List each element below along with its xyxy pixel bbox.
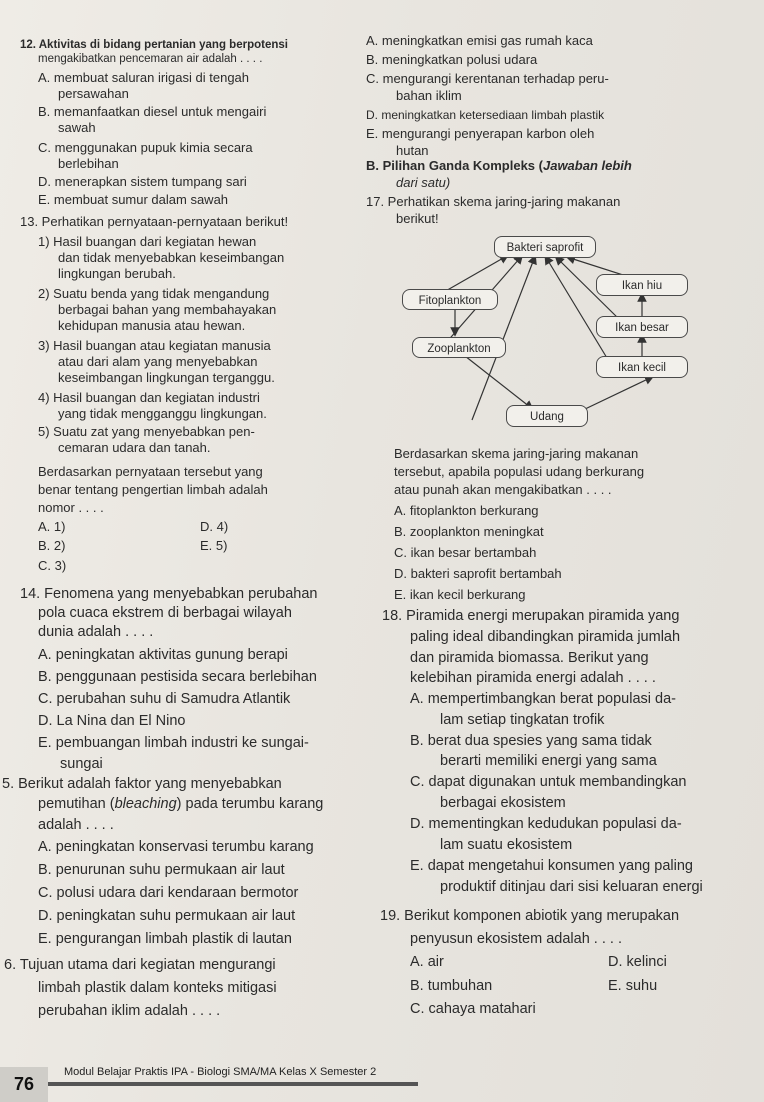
q17-option-e: E. ikan kecil berkurang [394,587,526,602]
q11-option-e-line1: E. mengurangi penyerapan karbon oleh [366,126,595,141]
q17-question-line2: tersebut, apabila populasi udang berkurang [394,464,645,479]
q13-statement-2-line2: berbagai bahan yang membahayakan [58,302,277,317]
section-b-title: B. Pilihan Ganda Kompleks (Jawaban lebih [366,158,632,173]
q19-option-b: B. tumbuhan [410,978,493,994]
q15-stem-line1: 5. Berikut adalah faktor yang menyebabkan [2,776,282,792]
q18-option-d-line2: lam suatu ekosistem [440,837,573,853]
q18-stem-line4: kelebihan piramida energi adalah . . . . [410,670,656,686]
q13-stem: 13. Perhatikan pernyataan-pernyataan berikut! [20,214,289,229]
footer-rule [48,1082,418,1086]
q11-option-e-line2: hutan [396,143,429,158]
q11-option-c-line1: C. mengurangi kerentanan terhadap peru- [366,71,609,86]
q18-option-a-line1: A. mempertimbangkan berat populasi da- [410,691,676,707]
q17-stem-line1: 17. Perhatikan skema jaring-jaring makanan [366,194,621,209]
q18-option-b-line1: B. berat dua spesies yang sama tidak [410,733,652,749]
q14-stem-line2: pola cuaca ekstrem di berbagai wilayah [38,605,292,621]
q18-option-e-line1: E. dapat mengetahui konsumen yang paling [410,858,693,874]
q14-option-d: D. La Nina dan El Nino [38,713,186,729]
q13-statement-4-line1: 4) Hasil buangan dan kegiatan industri [38,390,260,405]
q15-option-b: B. penurunan suhu permukaan air laut [38,862,285,878]
q18-stem-line3: dan piramida biomassa. Berikut yang [410,650,649,666]
q15-option-e: E. pengurangan limbah plastik di lautan [38,931,292,947]
q17-option-b: B. zooplankton meningkat [394,524,544,539]
q17-question-line1: Berdasarkan skema jaring-jaring makanan [394,446,639,461]
node-ikan-besar: Ikan besar [596,316,688,338]
footer-book-title: Modul Belajar Praktis IPA - Biologi SMA/MA Kelas X Semester 2 [64,1066,377,1078]
q13-statement-1-line1: 1) Hasil buangan dari kegiatan hewan [38,234,257,249]
q12-option-e: E. membuat sumur dalam sawah [38,192,229,207]
q13-option-c: C. 3) [38,558,67,573]
q15-stem-line3: adalah . . . . [38,817,114,833]
q16-stem-line2: limbah plastik dalam konteks mitigasi [38,980,277,996]
q14-stem-line1: 14. Fenomena yang menyebabkan perubahan [20,586,318,602]
q12-option-d: D. menerapkan sistem tumpang sari [38,174,247,189]
q12-option-b-line2: sawah [58,120,96,135]
q17-option-a: A. fitoplankton berkurang [394,503,539,518]
q13-question-line3: nomor . . . . [38,500,104,515]
arrow-udang-ikankecil [583,378,650,410]
q12-stem-line1: 12. Aktivitas di bidang pertanian yang berpotensi [20,39,288,51]
q12-option-a-line2: persawahan [58,86,129,101]
q12-option-b-line1: B. memanfaatkan diesel untuk mengairi [38,104,267,119]
q19-option-e: E. suhu [608,978,658,994]
q13-statement-1-line2: dan tidak menyebabkan keseimbangan [58,250,285,265]
section-b-title-line2: dari satu) [396,175,451,190]
q15-option-d: D. peningkatan suhu permukaan air laut [38,908,296,924]
q18-option-a-line2: lam setiap tingkatan trofik [440,712,605,728]
q17-option-c: C. ikan besar bertambah [394,545,537,560]
q13-statement-3-line3: keseimbangan lingkungan terganggu. [58,370,275,385]
q12-option-a-line1: A. membuat saluran irigasi di tengah [38,70,250,85]
q18-option-c-line2: berbagai ekosistem [440,795,566,811]
q14-option-b: B. penggunaan pestisida secara berlebihan [38,669,317,685]
q19-option-a: A. air [410,954,444,970]
q13-statement-3-line2: atau dari alam yang menyebabkan [58,354,258,369]
q16-stem-line3: perubahan iklim adalah . . . . [38,1003,221,1019]
q19-stem-line1: 19. Berikut komponen abiotik yang merupakan [380,908,680,924]
q16-stem-line1: 6. Tujuan utama dari kegiatan mengurangi [4,957,276,973]
q17-question-line3: atau punah akan mengakibatkan . . . . [394,482,612,497]
q13-option-d: D. 4) [200,519,229,534]
q13-question-line1: Berdasarkan pernyataan tersebut yang [38,464,263,479]
q18-option-e-line2: produktif ditinjau dari sisi keluaran energi [440,879,703,895]
q11-option-b: B. meningkatkan polusi udara [366,52,538,67]
q12-option-c-line2: berlebihan [58,156,119,171]
q17-option-d: D. bakteri saprofit bertambah [394,566,562,581]
q13-option-e: E. 5) [200,538,228,553]
node-udang: Udang [506,405,588,427]
q14-option-e-line1: E. pembuangan limbah industri ke sungai- [38,735,309,751]
q12-option-c-line1: C. menggunakan pupuk kimia secara [38,140,253,155]
q11-option-a: A. meningkatkan emisi gas rumah kaca [366,33,593,48]
q13-statement-3-line1: 3) Hasil buangan atau kegiatan manusia [38,338,271,353]
q18-stem-line2: paling ideal dibandingkan piramida jumlah [410,629,681,645]
q13-statement-2-line3: kehidupan manusia atau hewan. [58,318,246,333]
q11-option-d: D. meningkatkan ketersediaan limbah plastik [366,108,605,122]
q17-stem-line2: berikut! [396,211,439,226]
q15-option-c: C. polusi udara dari kendaraan bermotor [38,885,299,901]
node-fitoplankton: Fitoplankton [402,289,498,310]
q14-option-a: A. peningkatan aktivitas gunung berapi [38,647,288,663]
q14-option-e-line2: sungai [60,756,103,772]
q19-stem-line2: penyusun ekosistem adalah . . . . [410,931,622,947]
node-ikan-hiu: Ikan hiu [596,274,688,296]
q13-statement-5-line1: 5) Suatu zat yang menyebabkan pen- [38,424,255,439]
q13-option-b: B. 2) [38,538,66,553]
arrow-zooplankton-udang [465,356,530,407]
page-number: 76 [0,1067,48,1102]
q19-option-d: D. kelinci [608,954,667,970]
q18-option-c-line1: C. dapat digunakan untuk membandingkan [410,774,687,790]
node-bakteri-saprofit: Bakteri saprofit [494,236,596,258]
q13-statement-2-line1: 2) Suatu benda yang tidak mengandung [38,286,270,301]
q14-option-c: C. perubahan suhu di Samudra Atlantik [38,691,291,707]
q13-statement-1-line3: lingkungan berubah. [58,266,176,281]
node-zooplankton: Zooplankton [412,337,506,358]
q18-stem-line1: 18. Piramida energi merupakan piramida yang [382,608,680,624]
q15-stem-line2: pemutihan (bleaching) pada terumbu karang [38,796,324,812]
q13-question-line2: benar tentang pengertian limbah adalah [38,482,268,497]
q19-option-c: C. cahaya matahari [410,1001,536,1017]
q12-stem-line2: mengakibatkan pencemaran air adalah . . . . [38,53,263,65]
q13-statement-5-line2: cemaran udara dan tanah. [58,440,211,455]
q15-option-a: A. peningkatan konservasi terumbu karang [38,839,314,855]
q13-option-a: A. 1) [38,519,66,534]
q18-option-d-line1: D. mementingkan kedudukan populasi da- [410,816,682,832]
q18-option-b-line2: berarti memiliki energi yang sama [440,753,657,769]
q11-option-c-line2: bahan iklim [396,88,462,103]
node-ikan-kecil: Ikan kecil [596,356,688,378]
q14-stem-line3: dunia adalah . . . . [38,624,154,640]
q13-statement-4-line2: yang tidak mengganggu lingkungan. [58,406,267,421]
